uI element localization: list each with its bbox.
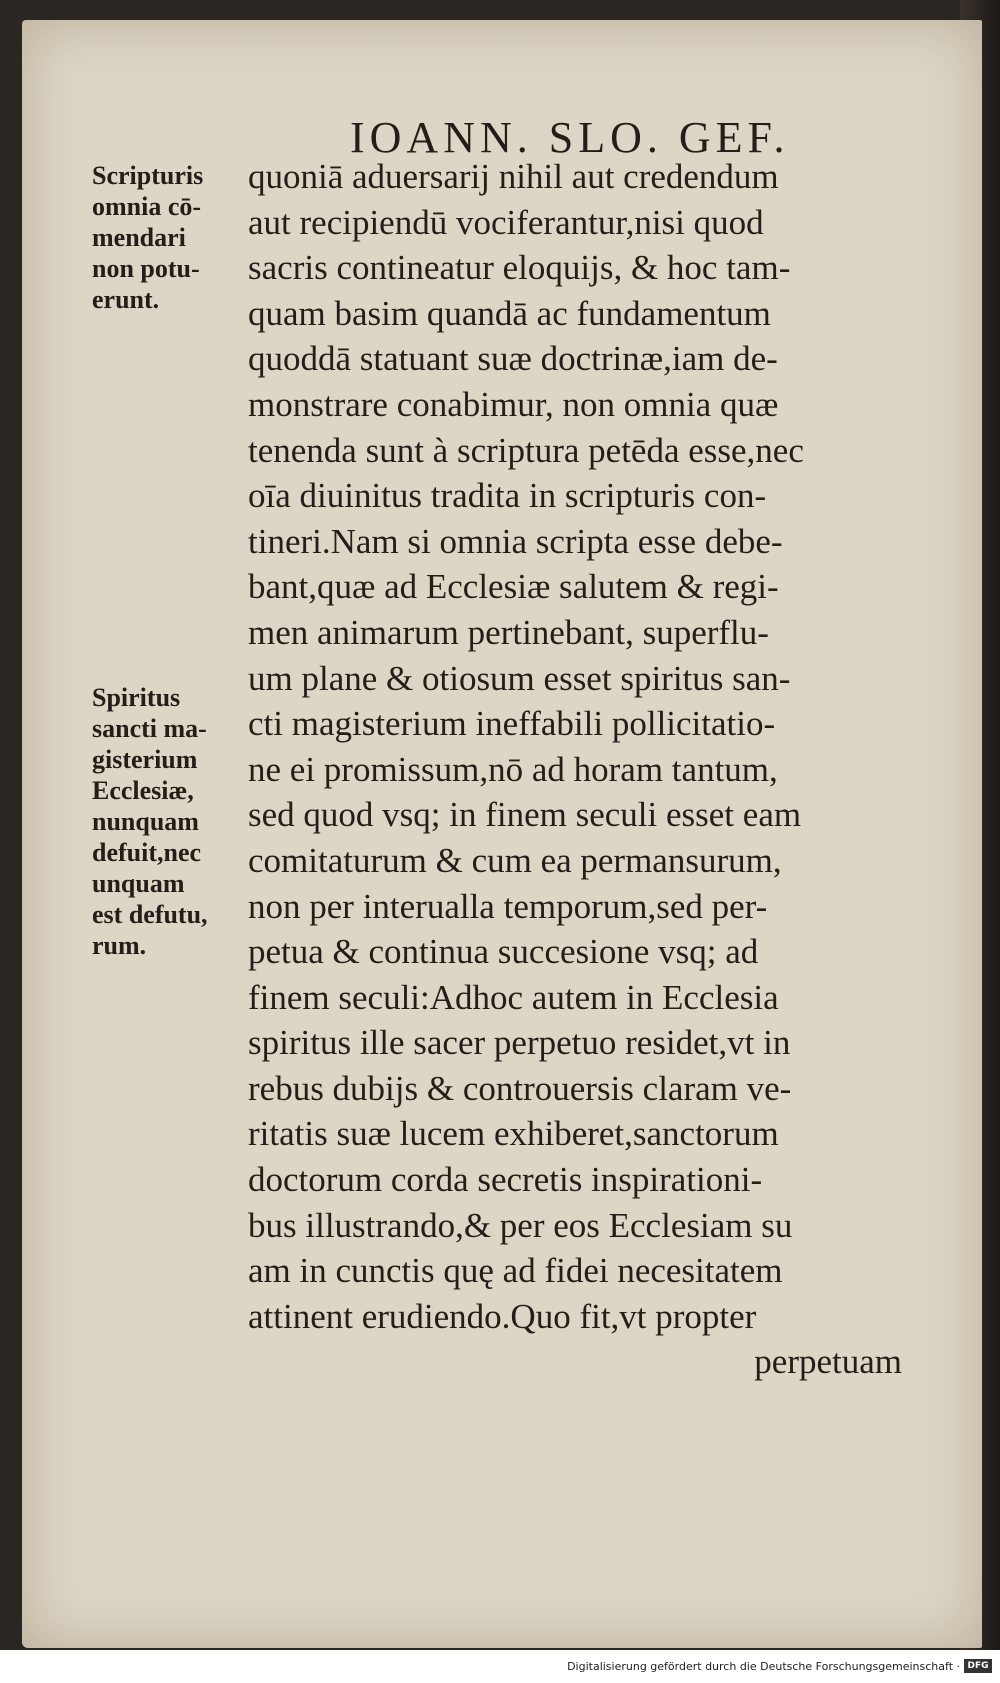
text-line: doctorum corda secretis inspirationi- [248, 1160, 763, 1200]
text-line: quoniā aduersarij nihil aut credendum [248, 157, 779, 196]
text-line: tenenda sunt à scriptura petēda esse,nec [248, 430, 804, 470]
text-line: sed quod vsq; in finem seculi esset eam [248, 795, 802, 835]
marginal-note-line: Ecclesiæ, [92, 776, 194, 805]
marginal-note-line: Scripturis [92, 161, 204, 190]
text-line: um plane & otiosum esset spiritus san- [248, 658, 791, 698]
marginal-note-line: gisterium [92, 745, 198, 774]
text-line: aut recipiendū vociferantur,nisi quod [248, 202, 764, 242]
text-line: sacris contineatur eloquijs, & hoc tam- [248, 248, 791, 288]
text-line: rebus dubijs & controuersis claram ve- [248, 1068, 792, 1108]
text-line: non per interualla temporum,sed per- [248, 886, 768, 926]
catchword: perpetuam [754, 1342, 902, 1382]
body-text [248, 154, 908, 1385]
marginal-note-line: rum. [92, 931, 147, 960]
text-line: cti magisterium ineffabili pollicitatio- [248, 704, 776, 744]
footer-credit: Digitalisierung gefördert durch die Deutsche Forschungsgemeinschaft · [567, 1660, 960, 1673]
text-line: tineri.Nam si omnia scripta esse debe- [248, 521, 783, 561]
marginal-note-line: est defutu, [92, 900, 208, 929]
running-head: IOANN. SLO. GEF. [350, 113, 790, 162]
marginal-note-line: sancti ma- [92, 714, 207, 743]
marginal-note-line: Spiritus [92, 683, 181, 712]
text-line: bant,quæ ad Ecclesiæ salutem & regi- [248, 567, 779, 607]
marginal-note-1 [92, 160, 203, 315]
marginal-note-line: non potu- [92, 254, 200, 283]
text-line: am in cunctis quę ad fidei necesitatem [248, 1251, 783, 1291]
text-line: monstrare conabimur, non omnia quæ [248, 384, 779, 424]
marginal-note-2 [92, 682, 208, 961]
marginal-note-line: unquam [92, 869, 185, 898]
text-line: comitaturum & cum ea permansurum, [248, 840, 782, 880]
marginal-note-line: nunquam [92, 807, 199, 836]
text-line: ne ei promissum,nō ad horam tantum, [248, 749, 778, 789]
text-line: ritatis suæ lucem exhiberet,sanctorum [248, 1114, 779, 1154]
text-line: quoddā statuant suæ doctrinæ,iam de- [248, 339, 778, 379]
text-line: bus illustrando,& per eos Ecclesiam su [248, 1205, 793, 1245]
marginal-note-line: mendari [92, 223, 186, 252]
text-line: quam basim quandā ac fundamentum [248, 293, 771, 333]
digitization-footer [0, 1650, 1000, 1683]
text-line: oīa diuinitus tradita in scripturis con- [248, 476, 767, 516]
marginal-note-line: erunt. [92, 285, 160, 314]
dfg-logo-icon: DFG [964, 1659, 992, 1673]
text-line: spiritus ille sacer perpetuo residet,vt in [248, 1023, 791, 1063]
text-line: petua & continua succesione vsq; ad [248, 932, 759, 972]
text-line: finem seculi:Adhoc autem in Ecclesia [248, 977, 779, 1017]
marginal-note-line: defuit,nec [92, 838, 202, 867]
marginal-note-line: omnia cō- [92, 192, 202, 221]
text-line: attinent erudiendo.Quo fit,vt propter [248, 1296, 757, 1336]
text-line: men animarum pertinebant, superflu- [248, 612, 769, 652]
